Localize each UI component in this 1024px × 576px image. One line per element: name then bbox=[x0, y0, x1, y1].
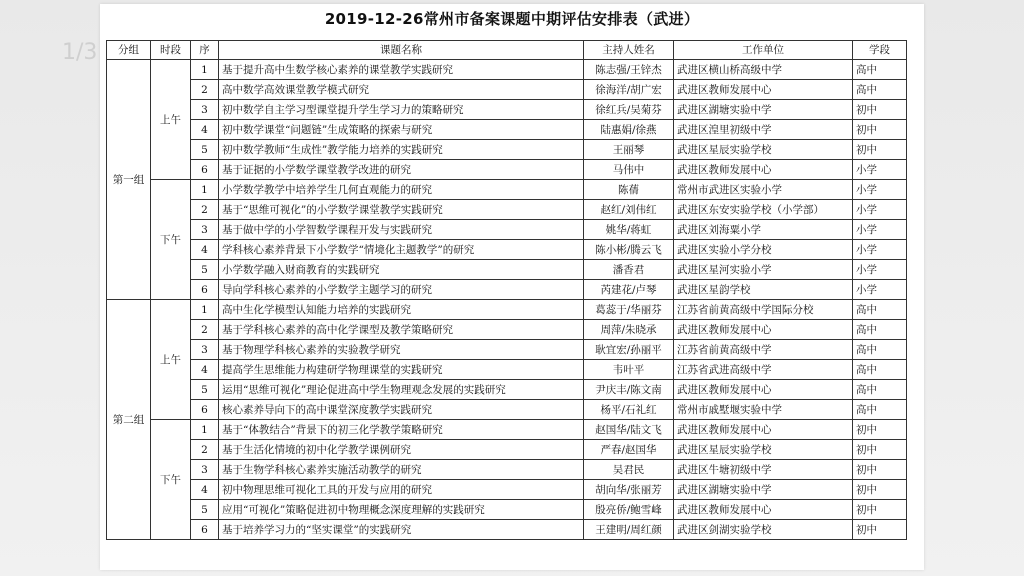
header-topic: 课题名称 bbox=[219, 41, 584, 60]
topic-cell: 基于“思维可视化”的小学数学课堂教学实践研究 bbox=[219, 200, 584, 220]
unit-cell: 武进区教师发展中心 bbox=[674, 320, 853, 340]
seq-cell: 1 bbox=[191, 420, 219, 440]
seq-cell: 4 bbox=[191, 120, 219, 140]
unit-cell: 武进区星韵学校 bbox=[674, 280, 853, 300]
header-unit: 工作单位 bbox=[674, 41, 853, 60]
host-cell: 尹庆丰/陈文南 bbox=[584, 380, 674, 400]
table-header-row bbox=[107, 41, 907, 60]
level-cell: 高中 bbox=[853, 360, 907, 380]
seq-cell: 3 bbox=[191, 100, 219, 120]
unit-cell: 武进区星辰实验学校 bbox=[674, 440, 853, 460]
topic-cell: 运用“思维可视化”理论促进高中学生物理观念发展的实践研究 bbox=[219, 380, 584, 400]
host-cell: 姚华/蒋虹 bbox=[584, 220, 674, 240]
table-row bbox=[107, 200, 907, 220]
seq-cell: 3 bbox=[191, 460, 219, 480]
table-row bbox=[107, 520, 907, 540]
host-cell: 陆惠娟/徐燕 bbox=[584, 120, 674, 140]
host-cell: 葛蕊于/华丽芬 bbox=[584, 300, 674, 320]
seq-cell: 6 bbox=[191, 400, 219, 420]
topic-cell: 基于“体教结合”背景下的初三化学教学策略研究 bbox=[219, 420, 584, 440]
level-cell: 高中 bbox=[853, 380, 907, 400]
unit-cell: 武进区湖塘实验中学 bbox=[674, 100, 853, 120]
host-cell: 周萍/朱晓承 bbox=[584, 320, 674, 340]
unit-cell: 武进区湖塘实验中学 bbox=[674, 480, 853, 500]
seq-cell: 1 bbox=[191, 60, 219, 80]
table-row bbox=[107, 480, 907, 500]
topic-cell: 基于做中学的小学智数学课程开发与实践研究 bbox=[219, 220, 584, 240]
level-cell: 小学 bbox=[853, 160, 907, 180]
host-cell: 潘香君 bbox=[584, 260, 674, 280]
topic-cell: 基于生活化情境的初中化学教学课例研究 bbox=[219, 440, 584, 460]
host-cell: 陈小彬/腾云飞 bbox=[584, 240, 674, 260]
unit-cell: 常州市戚墅堰实验中学 bbox=[674, 400, 853, 420]
topic-cell: 初中数学教师“生成性”教学能力培养的实践研究 bbox=[219, 140, 584, 160]
host-cell: 韦叶平 bbox=[584, 360, 674, 380]
period-cell: 下午 bbox=[151, 420, 191, 540]
seq-cell: 4 bbox=[191, 480, 219, 500]
host-cell: 严春/赵国华 bbox=[584, 440, 674, 460]
unit-cell: 武进区东安实验学校（小学部） bbox=[674, 200, 853, 220]
level-cell: 小学 bbox=[853, 280, 907, 300]
seq-cell: 5 bbox=[191, 260, 219, 280]
topic-cell: 核心素养导向下的高中课堂深度教学实践研究 bbox=[219, 400, 584, 420]
table-row bbox=[107, 380, 907, 400]
unit-cell: 武进区实验小学分校 bbox=[674, 240, 853, 260]
header-seq: 序 bbox=[191, 41, 219, 60]
level-cell: 初中 bbox=[853, 500, 907, 520]
host-cell: 芮建花/卢琴 bbox=[584, 280, 674, 300]
table-row bbox=[107, 220, 907, 240]
level-cell: 高中 bbox=[853, 340, 907, 360]
level-cell: 初中 bbox=[853, 100, 907, 120]
level-cell: 高中 bbox=[853, 60, 907, 80]
level-cell: 初中 bbox=[853, 420, 907, 440]
level-cell: 高中 bbox=[853, 80, 907, 100]
seq-cell: 6 bbox=[191, 520, 219, 540]
topic-cell: 初中物理思维可视化工具的开发与应用的研究 bbox=[219, 480, 584, 500]
seq-cell: 2 bbox=[191, 200, 219, 220]
host-cell: 殷亮侨/鲍雪峰 bbox=[584, 500, 674, 520]
host-cell: 耿宜宏/孙丽平 bbox=[584, 340, 674, 360]
table-row bbox=[107, 240, 907, 260]
header-group: 分组 bbox=[107, 41, 151, 60]
level-cell: 高中 bbox=[853, 320, 907, 340]
unit-cell: 武进区湟里初级中学 bbox=[674, 120, 853, 140]
seq-cell: 2 bbox=[191, 80, 219, 100]
schedule-table bbox=[106, 40, 907, 540]
level-cell: 初中 bbox=[853, 120, 907, 140]
document-sheet bbox=[100, 4, 924, 570]
unit-cell: 武进区剑湖实验学校 bbox=[674, 520, 853, 540]
table-row bbox=[107, 440, 907, 460]
level-cell: 初中 bbox=[853, 480, 907, 500]
seq-cell: 3 bbox=[191, 340, 219, 360]
unit-cell: 武进区教师发展中心 bbox=[674, 380, 853, 400]
header-level: 学段 bbox=[853, 41, 907, 60]
unit-cell: 常州市武进区实验小学 bbox=[674, 180, 853, 200]
page-indicator: 1/3 bbox=[62, 40, 98, 65]
level-cell: 初中 bbox=[853, 140, 907, 160]
unit-cell: 江苏省武进高级中学 bbox=[674, 360, 853, 380]
topic-cell: 初中数学课堂“问题链”生成策略的探索与研究 bbox=[219, 120, 584, 140]
table-row bbox=[107, 80, 907, 100]
host-cell: 徐红兵/吴菊芬 bbox=[584, 100, 674, 120]
unit-cell: 武进区教师发展中心 bbox=[674, 160, 853, 180]
host-cell: 王建明/周红颜 bbox=[584, 520, 674, 540]
level-cell: 初中 bbox=[853, 520, 907, 540]
topic-cell: 学科核心素养背景下小学数学“情境化主题教学”的研究 bbox=[219, 240, 584, 260]
period-cell: 上午 bbox=[151, 60, 191, 180]
topic-cell: 高中数学高效课堂教学模式研究 bbox=[219, 80, 584, 100]
seq-cell: 6 bbox=[191, 160, 219, 180]
topic-cell: 基于学科核心素养的高中化学课型及教学策略研究 bbox=[219, 320, 584, 340]
table-row bbox=[107, 340, 907, 360]
header-period: 时段 bbox=[151, 41, 191, 60]
seq-cell: 1 bbox=[191, 180, 219, 200]
level-cell: 小学 bbox=[853, 260, 907, 280]
unit-cell: 江苏省前黄高级中学国际分校 bbox=[674, 300, 853, 320]
host-cell: 杨平/石礼红 bbox=[584, 400, 674, 420]
period-cell: 下午 bbox=[151, 180, 191, 300]
seq-cell: 3 bbox=[191, 220, 219, 240]
level-cell: 高中 bbox=[853, 300, 907, 320]
unit-cell: 武进区星辰实验学校 bbox=[674, 140, 853, 160]
table-row bbox=[107, 120, 907, 140]
table-row bbox=[107, 460, 907, 480]
level-cell: 小学 bbox=[853, 220, 907, 240]
topic-cell: 高中生化学模型认知能力培养的实践研究 bbox=[219, 300, 584, 320]
host-cell: 赵红/刘伟红 bbox=[584, 200, 674, 220]
group-cell: 第二组 bbox=[107, 300, 151, 540]
seq-cell: 4 bbox=[191, 360, 219, 380]
unit-cell: 江苏省前黄高级中学 bbox=[674, 340, 853, 360]
topic-cell: 基于生物学科核心素养实施活动教学的研究 bbox=[219, 460, 584, 480]
unit-cell: 武进区星河实验小学 bbox=[674, 260, 853, 280]
host-cell: 吴君民 bbox=[584, 460, 674, 480]
table-row bbox=[107, 100, 907, 120]
level-cell: 小学 bbox=[853, 200, 907, 220]
table-row bbox=[107, 260, 907, 280]
table-row bbox=[107, 180, 907, 200]
level-cell: 小学 bbox=[853, 240, 907, 260]
host-cell: 王丽琴 bbox=[584, 140, 674, 160]
level-cell: 初中 bbox=[853, 440, 907, 460]
topic-cell: 初中数学自主学习型课堂提升学生学习力的策略研究 bbox=[219, 100, 584, 120]
level-cell: 高中 bbox=[853, 400, 907, 420]
unit-cell: 武进区刘海粟小学 bbox=[674, 220, 853, 240]
unit-cell: 武进区教师发展中心 bbox=[674, 500, 853, 520]
document-title: 2019-12-26常州市备案课题中期评估安排表（武进） bbox=[324, 10, 700, 28]
topic-cell: 导向学科核心素养的小学数学主题学习的研究 bbox=[219, 280, 584, 300]
schedule-body bbox=[107, 60, 907, 540]
seq-cell: 5 bbox=[191, 140, 219, 160]
unit-cell: 武进区教师发展中心 bbox=[674, 420, 853, 440]
level-cell: 初中 bbox=[853, 460, 907, 480]
table-row bbox=[107, 500, 907, 520]
topic-cell: 基于物理学科核心素养的实验教学研究 bbox=[219, 340, 584, 360]
table-row bbox=[107, 320, 907, 340]
host-cell: 马伟中 bbox=[584, 160, 674, 180]
table-row bbox=[107, 400, 907, 420]
host-cell: 陈志强/王锌杰 bbox=[584, 60, 674, 80]
seq-cell: 2 bbox=[191, 320, 219, 340]
topic-cell: 提高学生思维能力构建研学物理课堂的实践研究 bbox=[219, 360, 584, 380]
host-cell: 赵国华/陆文飞 bbox=[584, 420, 674, 440]
period-cell: 上午 bbox=[151, 300, 191, 420]
table-row bbox=[107, 160, 907, 180]
topic-cell: 基于证据的小学数学课堂教学改进的研究 bbox=[219, 160, 584, 180]
table-row bbox=[107, 140, 907, 160]
seq-cell: 4 bbox=[191, 240, 219, 260]
table-row bbox=[107, 300, 907, 320]
host-cell: 胡向华/张丽芳 bbox=[584, 480, 674, 500]
unit-cell: 武进区教师发展中心 bbox=[674, 80, 853, 100]
table-row bbox=[107, 280, 907, 300]
unit-cell: 武进区牛塘初级中学 bbox=[674, 460, 853, 480]
topic-cell: 应用“可视化”策略促进初中物理概念深度理解的实践研究 bbox=[219, 500, 584, 520]
host-cell: 徐海洋/胡广宏 bbox=[584, 80, 674, 100]
table-row bbox=[107, 420, 907, 440]
unit-cell: 武进区横山桥高级中学 bbox=[674, 60, 853, 80]
topic-cell: 小学数学教学中培养学生几何直观能力的研究 bbox=[219, 180, 584, 200]
topic-cell: 小学数学融入财商教育的实践研究 bbox=[219, 260, 584, 280]
header-host: 主持人姓名 bbox=[584, 41, 674, 60]
seq-cell: 2 bbox=[191, 440, 219, 460]
group-cell: 第一组 bbox=[107, 60, 151, 300]
host-cell: 陈蒨 bbox=[584, 180, 674, 200]
table-row bbox=[107, 360, 907, 380]
seq-cell: 6 bbox=[191, 280, 219, 300]
seq-cell: 5 bbox=[191, 380, 219, 400]
seq-cell: 5 bbox=[191, 500, 219, 520]
topic-cell: 基于培养学习力的“坚实课堂”的实践研究 bbox=[219, 520, 584, 540]
table-row bbox=[107, 60, 907, 80]
level-cell: 小学 bbox=[853, 180, 907, 200]
seq-cell: 1 bbox=[191, 300, 219, 320]
topic-cell: 基于提升高中生数学核心素养的课堂教学实践研究 bbox=[219, 60, 584, 80]
